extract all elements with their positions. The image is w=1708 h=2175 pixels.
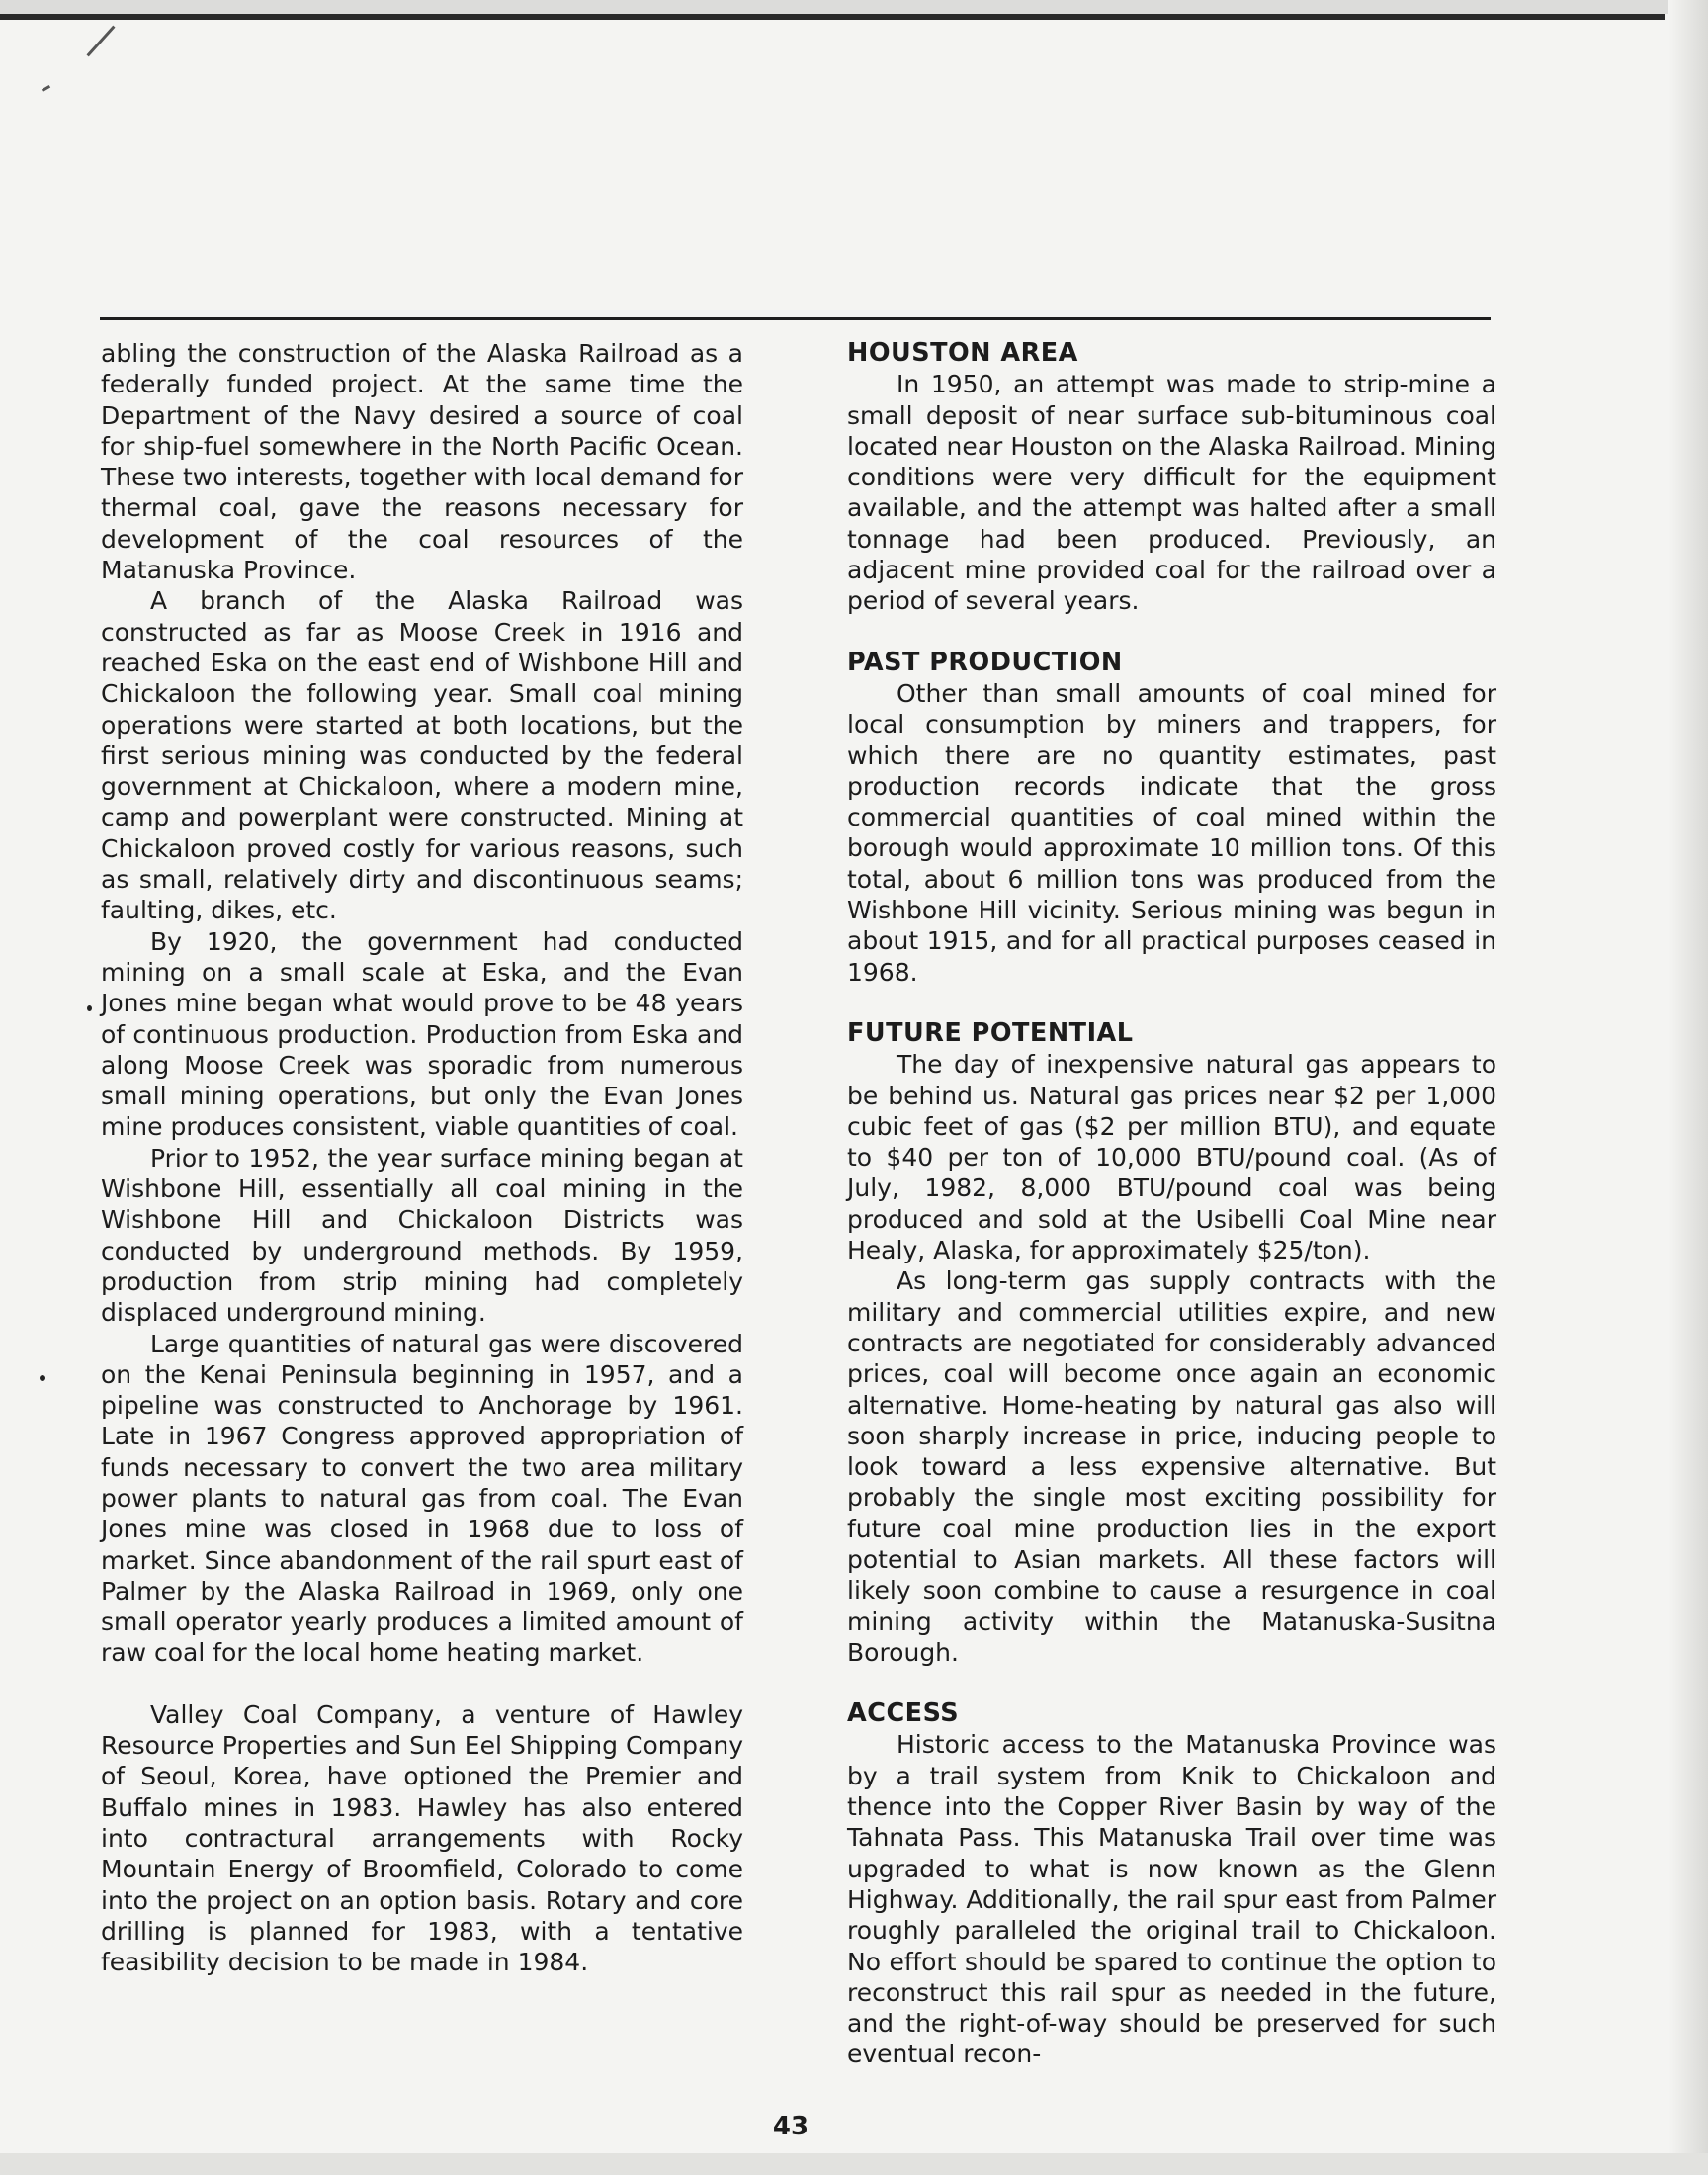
scan-right-shadow: [1668, 0, 1708, 2175]
paragraph: Historic access to the Matanuska Province was by a trail system from Knik to Chickaloon and thence into the Copper River Basin by way of the Tahnata Pass. This Matanuska Trail over time was upgraded to what is now known as the Glenn Highway. Additionally, the rail spur east from Palmer roughly paralleled the original trail to Chickaloon. No effort should be spared to continue the option to reconstruct this rail spur as needed in the future, and the right-of-way should be preserved for such eventual recon-: [847, 1730, 1496, 2069]
ink-dot-margin: [40, 1375, 45, 1381]
section-access: [847, 1698, 1496, 2070]
section-past-production: [847, 648, 1496, 988]
section-heading: ACCESS: [847, 1698, 960, 1729]
left-column: [101, 338, 743, 1977]
scan-top-rule: [0, 14, 1665, 20]
section-heading: HOUSTON AREA: [847, 338, 1078, 368]
paragraph: abling the construction of the Alaska Railroad as a federally funded project. At the same time the Department of the Navy desired a source of coal for ship-fuel somewhere in the North Pacific Ocean. These two interests, together with local demand for thermal coal, gave the reasons necessary for development of the coal resources of the Matanuska Province.: [101, 339, 743, 585]
paragraph: In 1950, an attempt was made to strip-mine a small deposit of near surface sub-bituminous coal located near Houston on the Alaska Railroad. Mining conditions were very difficult for the equipment available, and the attempt was halted after a small tonnage had been produced. Previously, an adjacent mine provided coal for the railroad over a period of several years.: [847, 370, 1496, 616]
section-houston-area: [847, 338, 1496, 617]
section-future-potential: [847, 1018, 1496, 1668]
paragraph: Other than small amounts of coal mined for local consumption by miners and trappers, for which there are no quantity estimates, past production records indicate that the gross commercial quantities of coal mined within the borough would approximate 10 million tons. Of this total, about 6 million tons was produced from the Wishbone Hill vicinity. Serious mining was begun in about 1915, and for all practical purposes ceased in 1968.: [847, 678, 1496, 987]
paragraph: As long-term gas supply contracts with the military and commercial utilities expire, and new contracts are negotiated for considerably advanced prices, coal will become once again an economic alternative. Home-heating by natural gas also will soon sharply increase in price, inducing people to look toward a less expensive alternative. But probably the single most exciting possibility for future coal mine production lies in the export potential to Asian markets. All these factors will likely soon combine to cause a resurgence in coal mining activity within the Matanuska-Susitna Borough.: [847, 1266, 1496, 1667]
section-heading: FUTURE POTENTIAL: [847, 1017, 1134, 1048]
paragraph: A branch of the Alaska Railroad was constructed as far as Moose Creek in 1916 and reached Eska on the east end of Wishbone Hill and Chickaloon the following year. Small coal mining operations were started at both locations, but the first serious mining was conducted by the federal government at Chickaloon, where a modern mine, camp and powerplant were constructed. Mining at Chickaloon proved costly for various reasons, such as small, relatively dirty and discontinuous seams; faulting, dikes, etc.: [101, 586, 743, 925]
page-number: 43: [772, 2112, 810, 2141]
pencil-mark: [87, 26, 116, 57]
paragraph: The day of inexpensive natural gas appears to be behind us. Natural gas prices near $2 per 1,000 cubic feet of gas ($2 per million BTU), and equate to $40 per ton of 10,000 BTU/pound coal. (As of July, 1982, 8,000 BTU/pound coal was being produced and sold at the Usibelli Coal Mine near Healy, Alaska, for approximately $25/ton).: [847, 1050, 1496, 1265]
ink-dot: [87, 1005, 92, 1011]
scan-bottom-edge: [0, 2153, 1708, 2175]
scan-top-edge: [0, 0, 1708, 14]
pencil-mark-small: [42, 85, 50, 92]
paragraph: Prior to 1952, the year surface mining began at Wishbone Hill, essentially all coal mining in the Wishbone Hill and Chickaloon Districts was conducted by underground methods. By 1959, production from strip mining had completely displaced underground mining.: [101, 1143, 743, 1328]
section-heading: PAST PRODUCTION: [847, 647, 1123, 677]
header-rule: [100, 317, 1491, 320]
right-column: [847, 338, 1496, 2101]
paragraph: Valley Coal Company, a venture of Hawley Resource Properties and Sun Eel Shipping Company of Seoul, Korea, have optioned the Premier and Buffalo mines in 1983. Hawley has also entered into contractural arrangements with Rocky Mountain Energy of Broomfield, Colorado to come into the project on an option basis. Rotary and core drilling is planned for 1983, with a tentative feasibility decision to be made in 1984.: [101, 1699, 743, 1977]
paragraph: Large quantities of natural gas were discovered on the Kenai Peninsula beginning in 1957, and a pipeline was constructed to Anchorage by 1961. Late in 1967 Congress approved appropriation of funds necessary to convert the two area military power plants to natural gas from coal. The Evan Jones mine was closed in 1968 due to loss of market. Since abandonment of the rail spurt east of Palmer by the Alaska Railroad in 1969, only one small operator yearly produces a limited amount of raw coal for the local home heating market.: [101, 1329, 743, 1668]
paragraph: By 1920, the government had conducted mining on a small scale at Eska, and the Evan Jones mine began what would prove to be 48 years of continuous production. Production from Eska and along Moose Creek was sporadic from numerous small mining operations, but only the Evan Jones mine produces consistent, viable quantities of coal.: [101, 926, 743, 1142]
